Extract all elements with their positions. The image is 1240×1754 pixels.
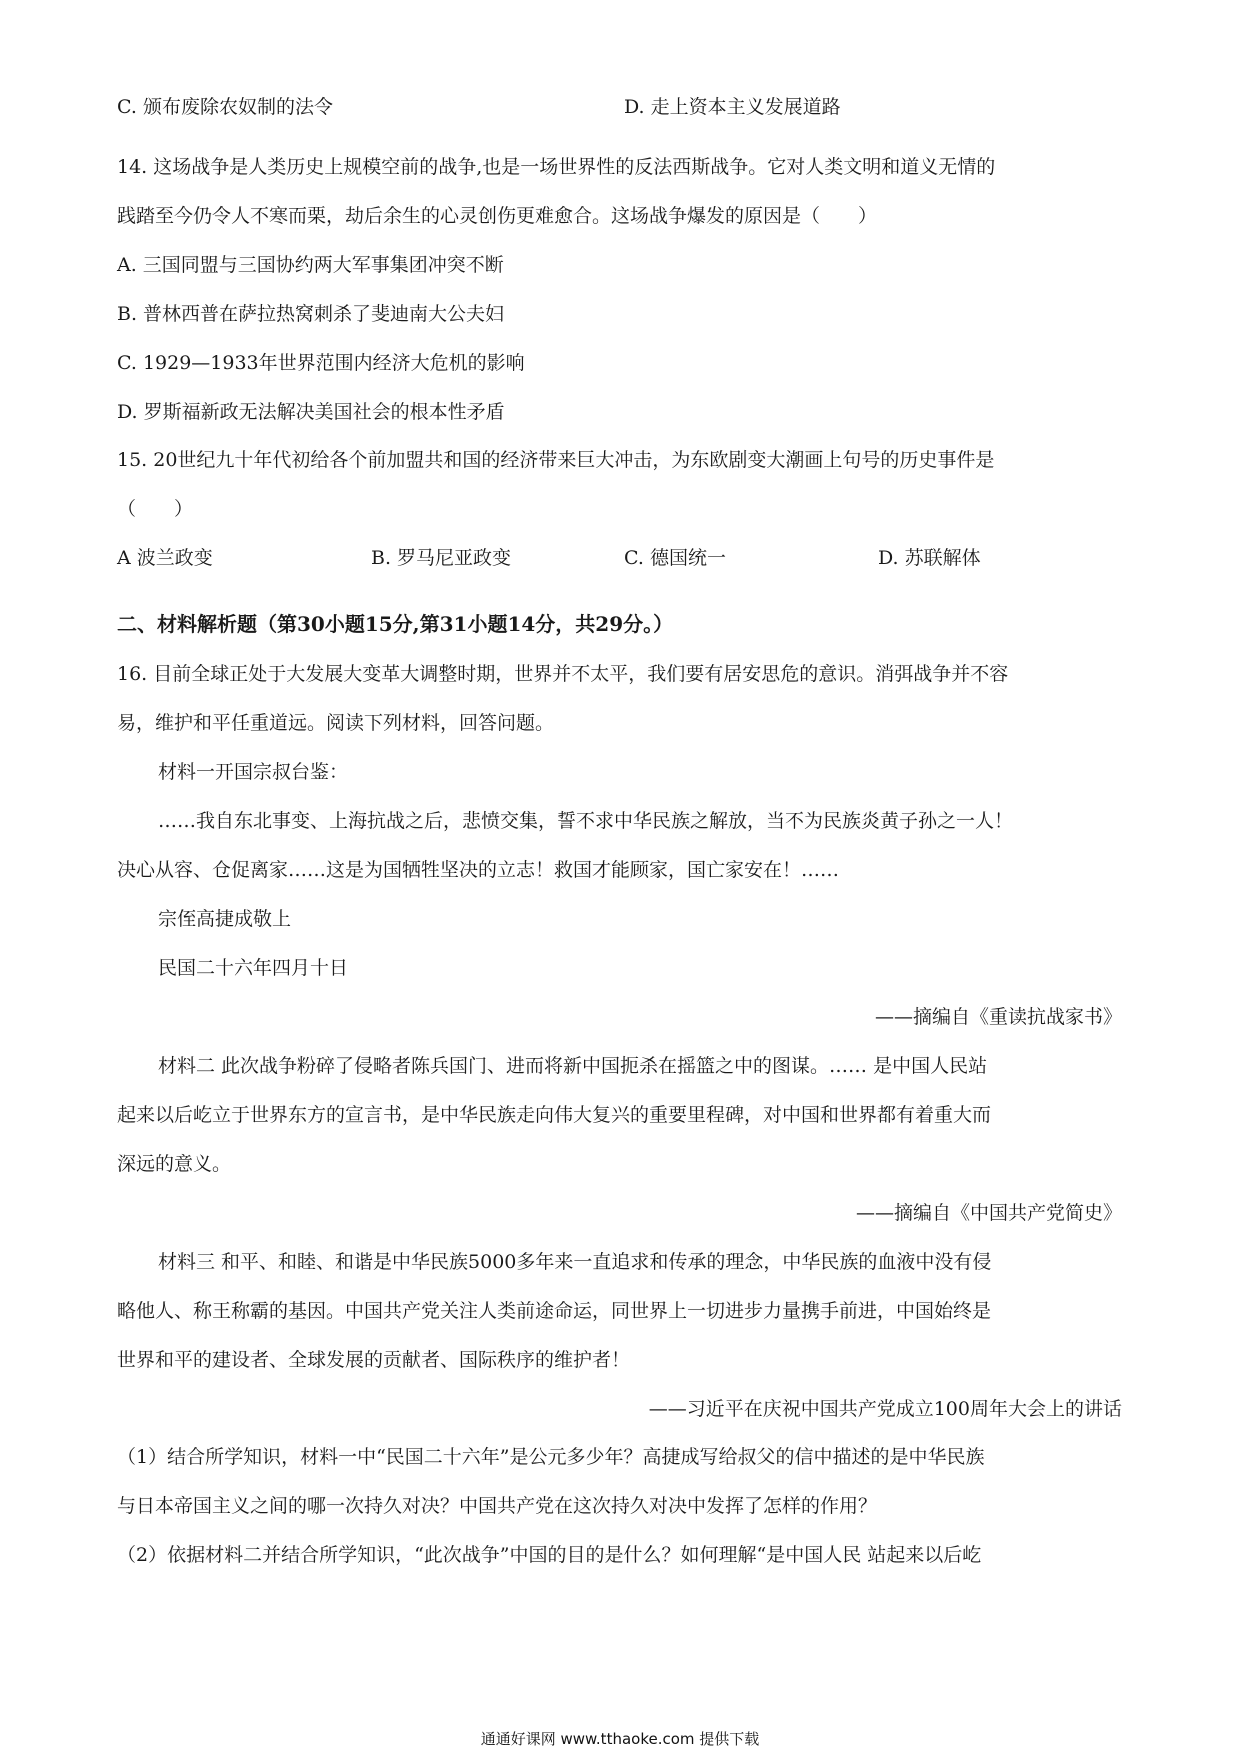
q13-option-d: D. 走上资本主义发展道路 [624, 96, 841, 118]
material-3-line-2: 略他人、称王称霸的基因。中国共产党关注人类前途命运，同世界上一切进步力量携手前进，中国始终是 [117, 1300, 992, 1322]
material-2-line-2: 起来以后屹立于世界东方的宣言书，是中华民族走向伟大复兴的重要里程碑，对中国和世界都有着重大而 [117, 1104, 992, 1126]
q15-option-c: C. 德国统一 [624, 547, 726, 569]
material-1-signature: 宗侄高捷成敬上 [158, 908, 292, 930]
material-1-date: 民国二十六年四月十日 [158, 957, 349, 979]
q14-stem-line-1: 14. 这场战争是人类历史上规模空前的战争,也是一场世界性的反法西斯战争。它对人类文明和道义无情的 [117, 156, 996, 178]
q14-stem-line-2: 践踏至今仍令人不寒而栗，劫后余生的心灵创伤更难愈合。这场战争爆发的原因是（ ） [117, 205, 878, 227]
q13-option-c: C. 颁布废除农奴制的法令 [117, 96, 333, 118]
material-1-title: 材料一开国宗叔台鉴： [158, 761, 349, 783]
q16-intro-line-2: 易，维护和平任重道远。阅读下列材料，回答问题。 [117, 712, 555, 734]
q14-option-b: B. 普林西普在萨拉热窝刺杀了斐迪南大公夫妇 [117, 303, 505, 325]
material-3-line-3: 世界和平的建设者、全球发展的贡献者、国际秩序的维护者！ [117, 1349, 631, 1371]
q14-option-d: D. 罗斯福新政无法解决美国社会的根本性矛盾 [117, 401, 505, 423]
material-3-source: ——习近平在庆祝中国共产党成立100周年大会上的讲话 [648, 1398, 1122, 1420]
material-1-source: ——摘编自《重读抗战家书》 [874, 1006, 1122, 1028]
material-1-line-1: ……我自东北事变、上海抗战之后，悲愤交集，誓不求中华民族之解放，当不为民族炎黄子孙之一人！ [158, 810, 1014, 832]
q14-option-a: A. 三国同盟与三国协约两大军事集团冲突不断 [117, 254, 504, 276]
q16-intro-line-1: 16. 目前全球正处于大发展大变革大调整时期，世界并不太平，我们要有居安思危的意识。消弭战争并不容 [117, 663, 1009, 685]
q15-option-d: D. 苏联解体 [878, 547, 981, 569]
sub-question-1-line-2: 与日本帝国主义之间的哪一次持久对决？中国共产党在这次持久对决中发挥了怎样的作用？ [117, 1495, 878, 1517]
material-2-line-1: 材料二 此次战争粉碎了侵略者陈兵国门、进而将新中国扼杀在摇篮之中的图谋。…… 是中国人民站 [158, 1055, 988, 1077]
material-2-source: ——摘编自《中国共产党简史》 [855, 1202, 1122, 1224]
q15-option-b: B. 罗马尼亚政变 [371, 547, 512, 569]
material-3-line-1: 材料三 和平、和睦、和谐是中华民族5000多年来一直追求和传承的理念，中华民族的血液中没有侵 [158, 1251, 992, 1273]
section-2-heading: 二、材料解析题（第30小题15分,第31小题14分，共29分。） [117, 612, 674, 636]
material-1-line-2: 决心从容、仓促离家……这是为国牺牲坚决的立志！救国才能顾家，国亡家安在！…… [117, 859, 840, 881]
material-2-line-3: 深远的意义。 [117, 1153, 232, 1175]
q15-stem-line-1: 15. 20世纪九十年代初给各个前加盟共和国的经济带来巨大冲击，为东欧剧变大潮画上句号的历史事件是 [117, 449, 995, 471]
sub-question-2-line-1: （2）依据材料二并结合所学知识，“此次战争”中国的目的是什么？如何理解“是中国人民 站起来以后屹 [117, 1544, 982, 1566]
q15-option-a: A 波兰政变 [117, 547, 213, 569]
q14-option-c: C. 1929—1933年世界范围内经济大危机的影响 [117, 352, 525, 374]
q15-stem-line-2: （ ） [117, 498, 194, 520]
footer-download-note: 通通好课网 www.tthaoke.com 提供下载 [480, 1730, 760, 1748]
sub-question-1-line-1: （1）结合所学知识，材料一中“民国二十六年”是公元多少年？高捷成写给叔父的信中描述的是中华民族 [117, 1446, 985, 1468]
